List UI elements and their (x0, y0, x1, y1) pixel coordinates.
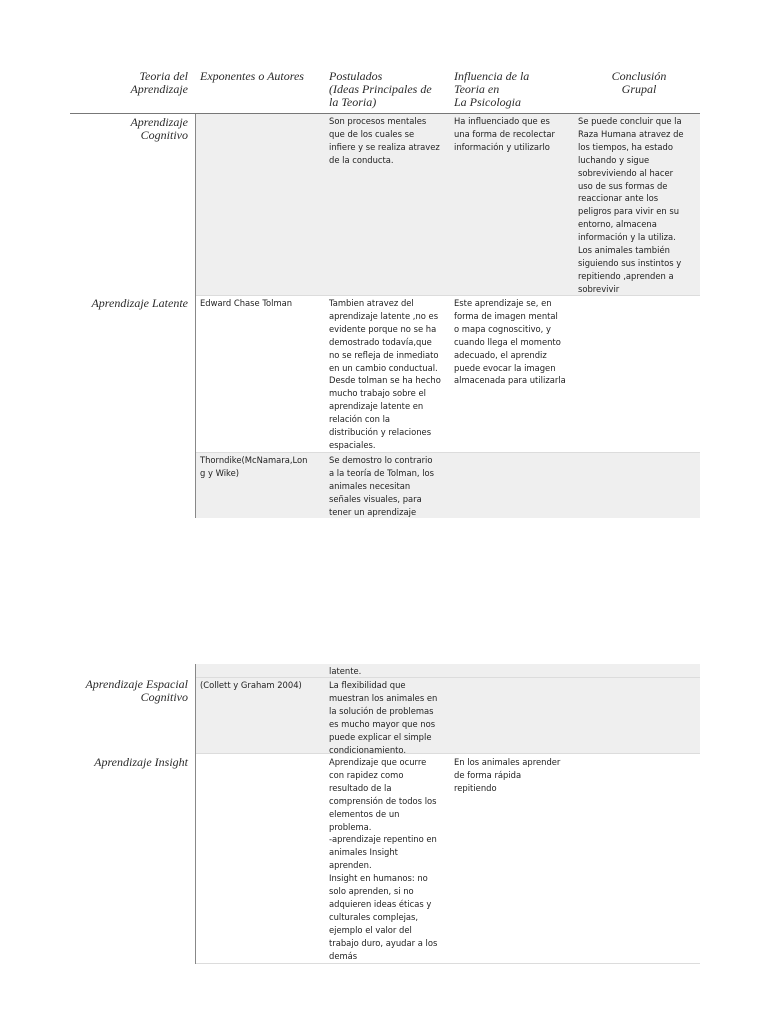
row-divider (196, 452, 700, 453)
row-label-latente: Aprendizaje Latente (91, 296, 188, 310)
cell-postulado-espacial: La flexibilidad que muestran los animales en la solución de problemas es mucho mayor que nos puede explicar el simple condicionamiento. (329, 680, 438, 755)
cell-postulado-thorndike: Se demostro lo contrario a la teoría de Tolman, los animales necesitan señales visuales, para tener un aprendizaje (329, 455, 435, 517)
table-bottom (196, 963, 700, 964)
row-label-espacial: Aprendizaje Espacial Cognitivo (85, 677, 188, 704)
header-exponentes: Exponentes o Autores (200, 69, 304, 83)
header-divider (70, 113, 700, 114)
cell-autor-collett: (Collett y Graham 2004) (200, 680, 302, 690)
header-postulados: Postulados (Ideas Principales de la Teoria) (329, 69, 432, 109)
cell-influencia-latente: Este aprendizaje se, en forma de imagen mental o mapa cognoscitivo, y cuando llega el momento adecuado, el aprendiz puede evocar la imagen almacenada para utilizarla (454, 298, 566, 386)
cell-autor-thorndike: Thorndike(McNamara,Lon g y Wike) (200, 455, 308, 478)
column-divider (195, 114, 196, 518)
cell-influencia-insight: En los animales aprender de forma rápida repitiendo (454, 757, 561, 793)
row-label-insight: Aprendizaje Insight (94, 755, 188, 769)
column-divider (195, 664, 196, 964)
cell-autor-tolman: Edward Chase Tolman (200, 298, 293, 308)
cell-postulado-insight: Aprendizaje que ocurre con rapidez como resultado de la comprensión de todos los elementos de un problema. -aprendizaje repentino en animales Insight aprenden. Insight en humanos: no solo aprenden, si no adquieren ideas éticas y culturales complejas, ejemplo el valor del trabajo duro, ayudar a los demás (329, 757, 438, 961)
cell-postulado-cognitivo: Son procesos mentales que de los cuales se infiere y se realiza atravez de la conducta. (329, 116, 440, 165)
cell-conclusion-cognitivo: Se puede concluir que la Raza Humana atravez de los tiempos, ha estado luchando y sigue sobreviviendo al hacer uso de sus formas de reaccionar ante los peligros para vivir en su entorno, almacena información y la utiliza. Los animales también siguiendo sus instintos y repitiendo ,aprenden a sobrevivir (578, 116, 684, 294)
cell-postulado-latente: Tambien atravez del aprendizaje latente ,no es evidente porque no se ha demostrado todavía,que no se refleja de inmediato en un cambio conductual. Desde tolman se ha hecho mucho trabajo sobre el aprendizaje latente en relación con la distribución y relaciones espaciales. (329, 298, 441, 450)
header-conclusion: Conclusión Grupal (611, 69, 667, 96)
row-label-cognitivo: Aprendizaje Cognitivo (130, 115, 188, 142)
cell-influencia-cognitivo: Ha influenciado que es una forma de recolectar información y utilizarlo (454, 116, 555, 152)
header-teoria: Teoria del Aprendizaje (130, 69, 188, 96)
header-influencia: Influencia de la Teoria en La Psicologia (454, 69, 530, 109)
cell-continuation: latente. (329, 666, 362, 676)
